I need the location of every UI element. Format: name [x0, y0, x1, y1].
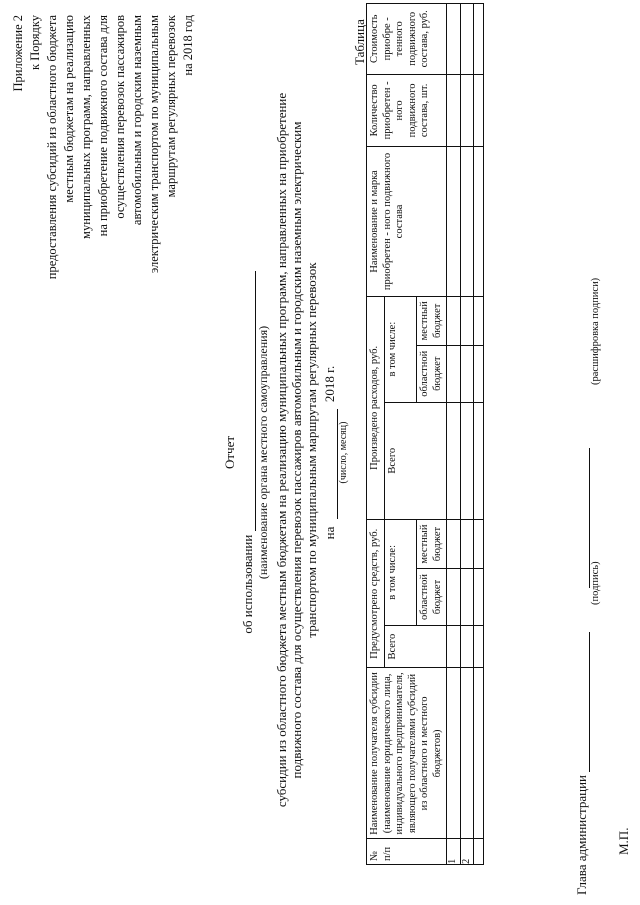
signature-line: [574, 448, 590, 895]
org-hint: (наименование органа местного самоуправления): [256, 325, 270, 580]
header-row: [367, 4, 385, 865]
report-about-line: [240, 0, 256, 905]
table-cell[interactable]: [460, 519, 474, 568]
table-cell[interactable]: [474, 74, 484, 147]
appendix-line: на 2018 год: [181, 15, 195, 76]
table-cell[interactable]: [460, 625, 474, 668]
table-cell[interactable]: [460, 296, 474, 345]
year-text: 2018 г.: [322, 365, 337, 403]
appendix-line: местным бюджетам на реализацию: [62, 15, 76, 203]
table-cell[interactable]: [460, 147, 474, 297]
date-field[interactable]: [323, 409, 338, 519]
appendix-line: предоставления субсидий из областного бюджета: [45, 15, 59, 280]
table-cell[interactable]: [460, 74, 474, 147]
table-row: [460, 4, 474, 865]
col-header-num: № п/п: [367, 839, 447, 865]
appendix-line: осуществления перевозок пассажиров: [113, 15, 127, 219]
stamp-placeholder: М.П.: [616, 827, 631, 855]
col-header-spent-regional: областной бюджет: [417, 345, 447, 402]
table-cell[interactable]: [447, 625, 461, 668]
table-cell[interactable]: [460, 569, 474, 626]
table-row: [474, 4, 484, 865]
col-header-rolling-cost: Стоимость приобре - тенного подвижного состава, руб.: [367, 4, 447, 75]
appendix-line: к Порядку: [28, 15, 42, 70]
table-cell[interactable]: [474, 345, 484, 402]
table-cell[interactable]: [474, 147, 484, 297]
col-header-recipient: Наименование получателя субсидии (наименование юридического лица, индивидуального предпринимателя, являющего получателями субсидий из областного и местного бюджетов): [367, 668, 447, 839]
col-header-planned: Предусмотрено средств, руб.: [367, 519, 385, 668]
col-header-rolling-name: Наименование и марка приобретен - ного подвижного состава: [367, 147, 447, 297]
report-date-line: [322, 0, 338, 905]
table-cell[interactable]: [474, 668, 484, 839]
appendix-line: маршрутам регулярных перевозок: [164, 15, 178, 198]
table-cell[interactable]: [474, 519, 484, 568]
table-cell[interactable]: [447, 345, 461, 402]
table-cell[interactable]: [447, 519, 461, 568]
table-cell[interactable]: [474, 296, 484, 345]
report-table: [366, 3, 484, 865]
report-description: субсидии из областного бюджета местным бюджетам на реализацию муниципальных программ, направленных на приобретение подвижного состава для осуществления перевозок пассажиров автомобильным и городским наземным электрическим транспортом по муниципальным маршрутам регулярных перевозок: [274, 92, 319, 808]
appendix-line: электрическим транспортом по муниципальным: [147, 15, 161, 274]
col-header-spent-including: в том числе:: [384, 296, 417, 402]
table-cell[interactable]: [447, 74, 461, 147]
org-name-field[interactable]: [241, 271, 256, 531]
col-header-planned-including: в том числе:: [384, 519, 417, 625]
col-header-planned-total: Всего: [384, 625, 447, 668]
row-number: [474, 839, 484, 865]
col-header-rolling-qty: Количество приобретен - ного подвижного состава, шт.: [367, 74, 447, 147]
report-title: Отчет: [222, 435, 237, 470]
table-cell[interactable]: [460, 668, 474, 839]
on-prefix: на: [322, 526, 337, 540]
table-cell[interactable]: [460, 402, 474, 519]
signature-hint: (подпись): [590, 561, 601, 605]
date-hint: (число, месяц): [338, 421, 349, 484]
col-header-spent: Произведено расходов, руб.: [367, 296, 385, 519]
signature-decode-hint: (расшифровка подписи): [590, 277, 601, 385]
table-label: Таблица: [352, 19, 367, 65]
table-cell[interactable]: [474, 625, 484, 668]
row-number: 1: [447, 839, 461, 865]
signature-decode-field[interactable]: [575, 448, 590, 588]
appendix-line: автомобильным и городским наземным: [130, 15, 144, 226]
col-header-spent-total: Всего: [384, 402, 447, 519]
table-cell[interactable]: [447, 4, 461, 75]
table-cell[interactable]: [460, 345, 474, 402]
table-cell[interactable]: [447, 668, 461, 839]
table-cell[interactable]: [447, 147, 461, 297]
appendix-line: муниципальных программ, направленных: [79, 15, 93, 239]
row-number: 2: [460, 839, 474, 865]
appendix-header: [10, 15, 197, 365]
col-header-planned-local: местный бюджет: [417, 519, 447, 568]
table-cell[interactable]: [447, 402, 461, 519]
table-cell[interactable]: [474, 402, 484, 519]
table-row: [447, 4, 461, 865]
head-title: Глава администрации: [574, 774, 589, 895]
table-cell[interactable]: [460, 4, 474, 75]
col-header-planned-regional: областной бюджет: [417, 569, 447, 626]
col-header-spent-local: местный бюджет: [417, 296, 447, 345]
appendix-line: Приложение 2: [11, 15, 25, 92]
table-cell[interactable]: [474, 569, 484, 626]
table-cell[interactable]: [447, 296, 461, 345]
signature-field[interactable]: [575, 632, 590, 772]
table-cell[interactable]: [474, 4, 484, 75]
appendix-line: на приобретение подвижного состава для: [96, 15, 110, 237]
about-text: об использовании: [240, 534, 255, 634]
table-cell[interactable]: [447, 569, 461, 626]
